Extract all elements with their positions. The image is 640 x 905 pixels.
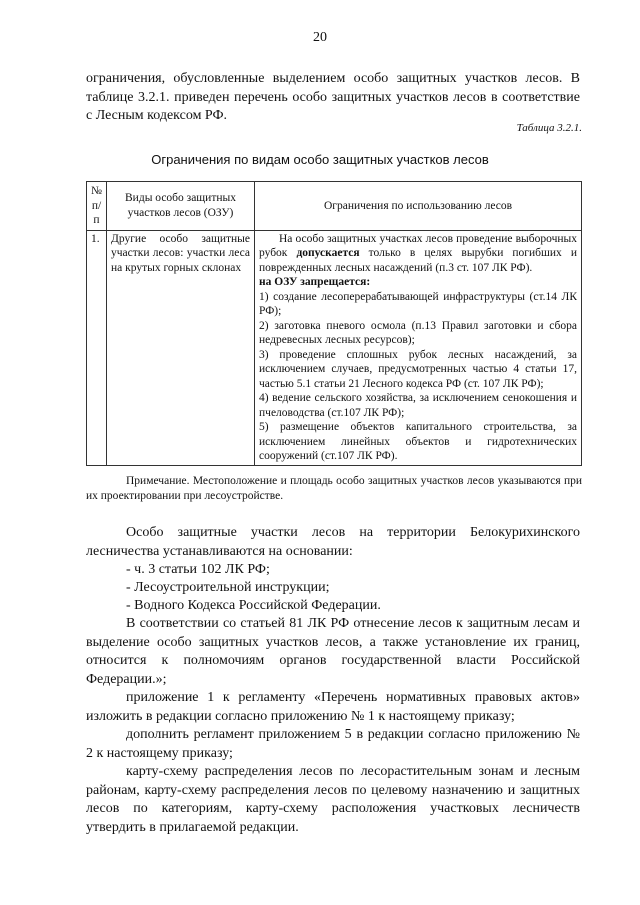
allowed-pre: На особо защитных участках лесов проведение выборочных рубок	[259, 232, 577, 259]
appendix-1-paragraph: приложение 1 к регламенту «Перечень нормативных правовых актов» изложить в редакции согласно приложению № 1 к настоящему приказу;	[86, 690, 580, 724]
table-label: Таблица 3.2.1.	[516, 122, 582, 134]
list-item: - Лесоустроительной инструкции;	[126, 580, 330, 595]
competence-paragraph: В соответствии со статьей 81 ЛК РФ отнесение лесов к защитным лесам и выделение особо защитных участков лесов, а также установление их границ, относится к полномочиям органов государственной власти Российской Федерации.»;	[86, 616, 580, 687]
list-item: - ч. 3 статьи 102 ЛК РФ;	[126, 562, 270, 577]
intro-paragraph: ограничения, обусловленные выделением особо защитных участков лесов. В таблице 3.2.1. приведен перечень особо защитных участков лесов в соответствие с Лесным кодексом РФ.	[86, 71, 580, 123]
restrictions-table	[86, 181, 582, 466]
table-row	[87, 230, 582, 465]
basis-paragraph: Особо защитные участки лесов на территории Белокурихинского лесничества устанавливаются на основании:	[86, 525, 580, 559]
maps-paragraph: карту-схему распределения лесов по лесорастительным зонам и лесным районам, карту-схему распределения лесов по целевому назначению и защитных лесов по категориям, карту-схему расположения участковых лесничеств утвердить в прилагаемой редакции.	[86, 764, 580, 835]
forbidden-item-2: 2) заготовка пневого осмола (п.13 Правил заготовки и сбора недревесных лесных ресурсов);	[259, 319, 577, 346]
allowed-bold: допускается	[296, 247, 360, 259]
header-type: Виды особо защитных участков лесов (ОЗУ)	[107, 182, 255, 231]
forbidden-item-1: 1) создание лесоперерабатывающей инфраструктуры (ст.14 ЛК РФ);	[259, 290, 577, 317]
list-item: - Водного Кодекса Российской Федерации.	[126, 598, 381, 613]
header-restrictions: Ограничения по использованию лесов	[255, 182, 582, 231]
forbidden-heading: на ОЗУ запрещается:	[259, 276, 371, 288]
table-title: Ограничения по видам особо защитных участков лесов	[151, 152, 489, 167]
header-num: № п/п	[87, 182, 107, 231]
note-rest: указываются при их проектировании при лесоустройстве.	[86, 475, 583, 502]
table-header-row	[87, 182, 582, 231]
row-type: Другие особо защитные участки лесов: участки леса на крутых горных склонах	[107, 230, 255, 465]
appendix-5-paragraph: дополнить регламент приложением 5 в редакции согласно приложению № 2 к настоящему приказу;	[86, 727, 580, 761]
allowed-post: только в целях вырубки погибших и поврежденных лесных насаждений (п.3 ст. 107 ЛК РФ).	[259, 247, 577, 274]
row-num: 1.	[87, 230, 107, 465]
page-number: 20	[313, 30, 327, 45]
forbidden-item-5: 5) размещение объектов капитального строительства, за исключением линейных объектов и гидротехнических сооружений (ст.107 ЛК РФ).	[259, 421, 577, 462]
forbidden-item-4: 4) ведение сельского хозяйства, за исключением сенокошения и пчеловодства (ст.107 ЛК РФ);	[259, 392, 577, 419]
note-lead: Примечание. Местоположение и площадь особо защитных участков лесов	[126, 475, 495, 487]
row-restrictions	[255, 230, 582, 465]
allowed-text	[259, 232, 577, 276]
table-note	[86, 474, 582, 503]
forbidden-item-3: 3) проведение сплошных рубок лесных насаждений, за исключением случаев, предусмотренных частью 4 статьи 17, частью 5.1 статьи 21 Лесного кодекса РФ (ст. 107 ЛК РФ);	[259, 348, 577, 390]
